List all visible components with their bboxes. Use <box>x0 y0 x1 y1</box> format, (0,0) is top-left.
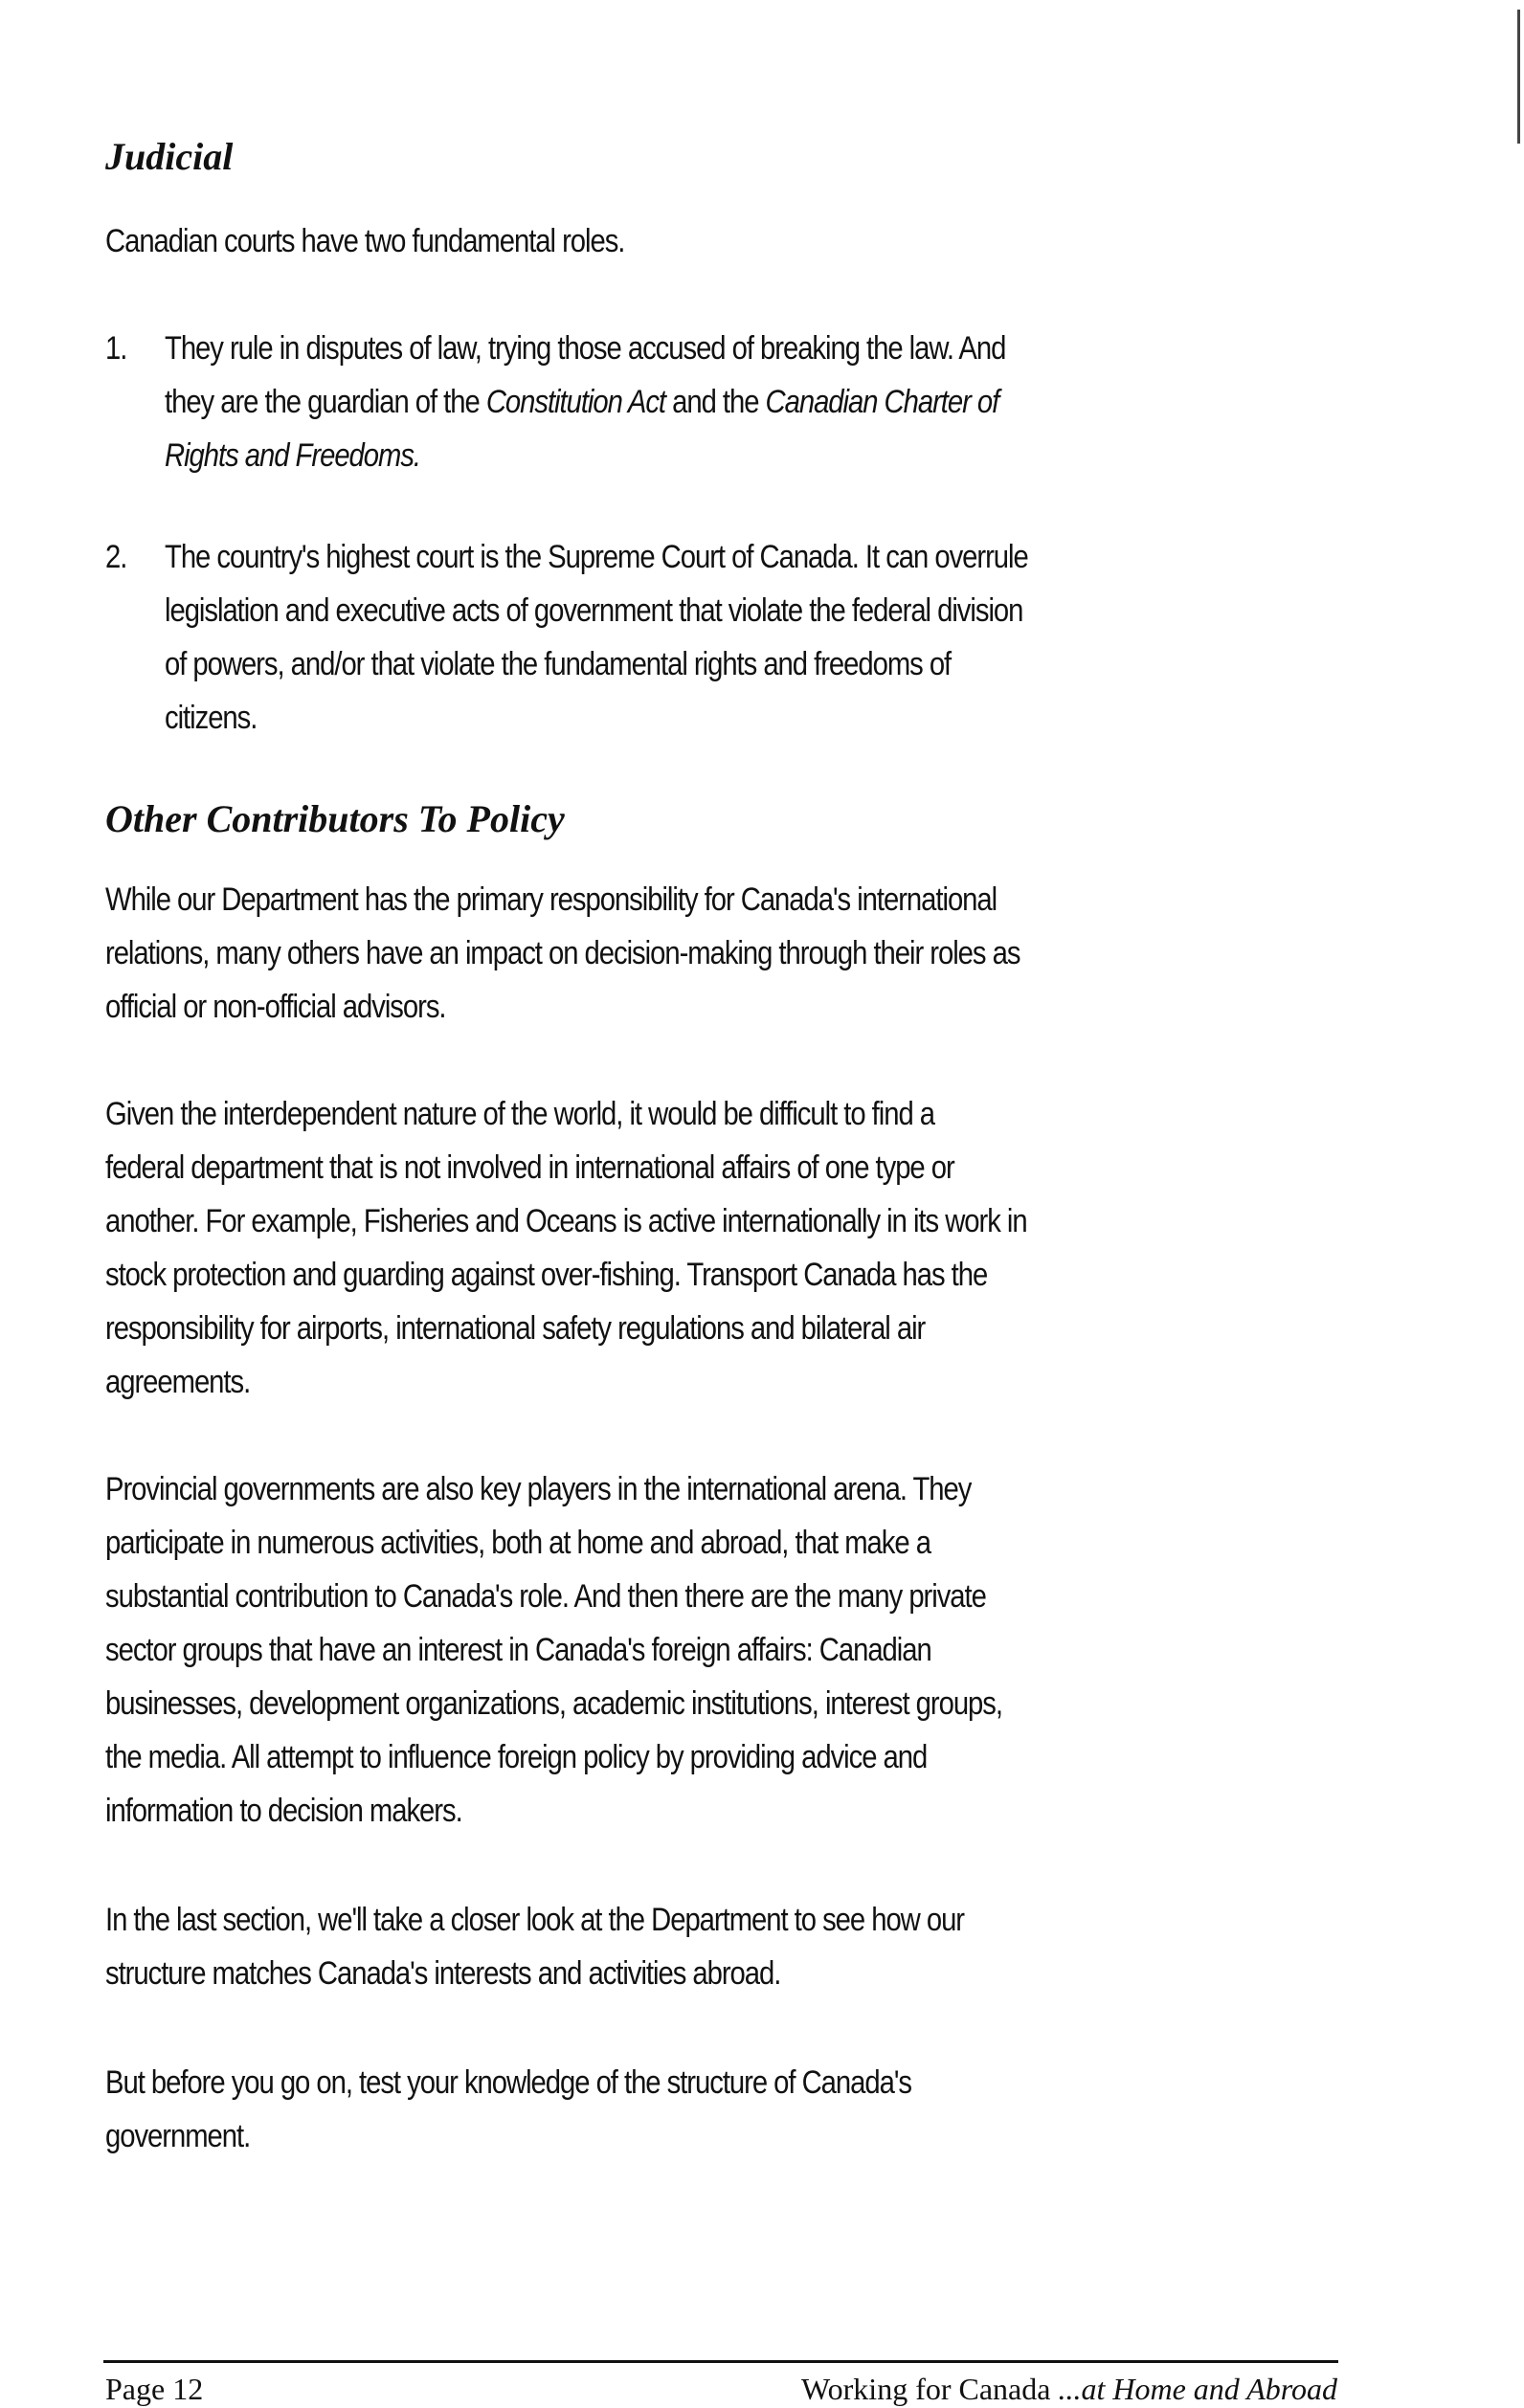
list-item-1-line: They rule in disputes of law, trying those accused of breaking the law. And <box>165 330 1006 367</box>
list-item-number: 2. <box>105 539 127 575</box>
footer-title <box>801 2370 1337 2408</box>
paragraph <box>105 1462 1390 1838</box>
paragraph <box>105 2056 1390 2163</box>
list-item-2-line: citizens. <box>165 700 258 736</box>
list-item-2-line: of powers, and/or that violate the fundamental rights and freedoms of <box>165 646 952 682</box>
paragraph-line: stock protection and guarding against over-fishing. Transport Canada has the <box>105 1257 988 1293</box>
paragraph-line: But before you go on, test your knowledge of the structure of Canada's <box>105 2064 911 2101</box>
paragraph-line: businesses, development organizations, academic institutions, interest groups, <box>105 1685 1002 1722</box>
list-item-1-line: they are the guardian of the <box>165 384 486 420</box>
paragraph-line: the media. All attempt to influence foreign policy by providing advice and <box>105 1739 928 1775</box>
page-number: Page 12 <box>105 2372 204 2406</box>
paragraph-line: another. For example, Fisheries and Oceans is active internationally in its work in <box>105 1203 1027 1239</box>
scan-edge-mark <box>1517 10 1520 144</box>
paragraph <box>105 1893 1390 2000</box>
paragraph-line: information to decision makers. <box>105 1793 462 1829</box>
list-item-1-line: and the <box>665 384 766 420</box>
paragraph-line: Provincial governments are also key players in the international arena. They <box>105 1471 972 1507</box>
footer-title-plain: Working for Canada <box>801 2372 1059 2406</box>
heading-judicial: Judicial <box>105 135 234 178</box>
paragraph-line: structure matches Canada's interests and activities abroad. <box>105 1955 781 1992</box>
paragraph-line: federal department that is not involved in international affairs of one type or <box>105 1149 954 1186</box>
list-item-number: 1. <box>105 330 127 367</box>
paragraph-line: sector groups that have an interest in Canada's foreign affairs: Canadian <box>105 1632 931 1668</box>
constitution-act-title: Constitution Act <box>485 384 666 420</box>
heading-other-contributors: Other Contributors To Policy <box>105 797 565 840</box>
list-item-2-line: The country's highest court is the Supreme Court of Canada. It can overrule <box>165 539 1028 575</box>
paragraph-line: Given the interdependent nature of the world, it would be difficult to find a <box>105 1096 935 1132</box>
judicial-intro: Canadian courts have two fundamental roles. <box>105 223 625 259</box>
paragraph-line: agreements. <box>105 1364 251 1400</box>
paragraph <box>105 1087 1390 1409</box>
paragraph-line: substantial contribution to Canada's role. And then there are the many private <box>105 1578 986 1615</box>
paragraph-line: official or non-official advisors. <box>105 989 446 1025</box>
footer-rule <box>103 2360 1338 2363</box>
paragraph-line: government. <box>105 2118 251 2154</box>
paragraph-line: participate in numerous activities, both at home and abroad, that make a <box>105 1525 930 1561</box>
paragraph-line: In the last section, we'll take a closer look at the Department to see how our <box>105 1902 965 1938</box>
charter-title-part: Rights and Freedoms. <box>165 437 421 474</box>
footer-title-italic: ...at Home and Abroad <box>1058 2372 1337 2406</box>
paragraph-line: relations, many others have an impact on decision-making through their roles as <box>105 935 1020 971</box>
list-item-2-line: legislation and executive acts of government that violate the federal division <box>165 592 1023 629</box>
paragraph <box>105 873 1390 1034</box>
charter-title-part: Canadian Charter of <box>765 384 999 420</box>
list-item-2 <box>165 530 1391 745</box>
paragraph-line: While our Department has the primary responsibility for Canada's international <box>105 881 997 918</box>
list-item-1 <box>165 322 1391 482</box>
paragraph-line: responsibility for airports, international safety regulations and bilateral air <box>105 1310 926 1347</box>
